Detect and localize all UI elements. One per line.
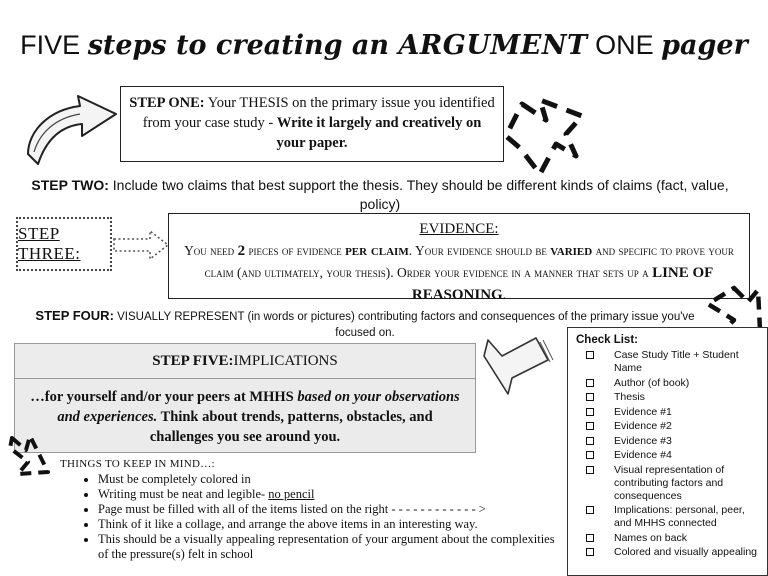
- checklist-item: [576, 406, 761, 419]
- evidence-box: [168, 213, 750, 303]
- checkbox-icon: [586, 437, 594, 445]
- dashed-small-arrow-icon: [4, 432, 56, 480]
- checkbox-icon: [586, 408, 594, 416]
- list-item-text: This should be a visually appealing representation of your argument about the complexities of the pressure(s) felt in school: [98, 532, 555, 561]
- list-item: [98, 517, 560, 532]
- checklist-item: [576, 377, 761, 390]
- evidence-bold-4: LINE OF REASONING: [411, 265, 714, 303]
- checklist-items: [576, 349, 761, 559]
- checklist-item: [576, 435, 761, 448]
- checklist-item-label: Visual representation of contributing factors and consequences: [614, 463, 725, 502]
- step-three-label: STEP THREE:: [18, 224, 81, 263]
- list-item: [98, 487, 560, 502]
- checklist-item-label: Colored and visually appealing: [614, 546, 758, 558]
- checklist-item-label: Thesis: [614, 391, 645, 403]
- keep-in-mind-title: THINGS TO KEEP IN MIND…:: [60, 458, 215, 470]
- list-item-text: Think of it like a collage, and arrange the above items in an interesting way.: [98, 517, 478, 531]
- checklist-item-label: Evidence #2: [614, 420, 672, 432]
- evidence-text-2: pieces of evidence: [245, 243, 346, 258]
- curved-arrow-icon: [20, 92, 120, 172]
- checklist-item-label: Evidence #4: [614, 449, 672, 461]
- list-item-text: Page must be filled with all of the items listed on the right - - - - - - - - - - - - >: [98, 502, 486, 516]
- title-part-argument: ARGUMENT: [398, 30, 588, 61]
- checkbox-icon: [586, 393, 594, 401]
- checklist-title: Check List:: [576, 334, 638, 346]
- keep-in-mind-section: [60, 457, 560, 562]
- evidence-bold-3: varied: [550, 243, 593, 259]
- checkbox-icon: [586, 548, 594, 556]
- list-item: [98, 472, 560, 487]
- step-five-bold-2: Think about trends, patterns, obstacles, and challenges you see around you.: [149, 409, 433, 445]
- evidence-text-4: and specific to prove your claim (and ultimately, your thesis). Order your evidence in a manner that sets up a: [204, 243, 734, 280]
- step-two-text: [20, 176, 740, 214]
- checklist-item-label: Case Study Title + Student Name: [614, 349, 739, 374]
- title-part-one: ONE: [587, 30, 662, 60]
- step-two-body: Include two claims that best support the thesis. They should be different kinds of claims (fact, value, policy): [108, 177, 729, 212]
- step-one-label: STEP ONE:: [129, 95, 205, 111]
- checkbox-icon: [586, 466, 594, 474]
- checklist-item: [576, 449, 761, 462]
- step-one-bold-text: Write it largely and creatively on your paper.: [276, 115, 482, 151]
- evidence-text-5: .: [502, 287, 507, 302]
- checkbox-icon: [586, 451, 594, 459]
- step-one-text: Your THESIS on the primary issue you identified from your case study -: [142, 95, 495, 131]
- checklist-item-label: Evidence #1: [614, 405, 672, 418]
- list-item-text: Writing must be neat and legible-: [98, 487, 269, 501]
- checklist-item: [576, 464, 761, 503]
- no-pencil-text: no pencil: [268, 487, 315, 501]
- dashed-arrow-icon: [500, 96, 590, 180]
- checklist-item: [576, 420, 761, 433]
- evidence-bold-2: per claim: [345, 243, 409, 259]
- checklist-item-label: Names on back: [614, 531, 687, 544]
- checkbox-icon: [586, 534, 594, 542]
- step-two-label: STEP TWO:: [31, 177, 109, 193]
- checklist-item: [576, 391, 761, 404]
- step-five-bold-1: …for yourself and/or your peers at MHHS: [30, 389, 298, 405]
- title-part-steps: steps to creating an: [87, 30, 399, 61]
- evidence-title: EVIDENCE:: [419, 221, 499, 237]
- page-title: [0, 30, 768, 61]
- step-five-body: [15, 379, 475, 455]
- checkbox-icon: [586, 351, 594, 359]
- step-five-label: STEP FIVE:: [152, 352, 234, 369]
- step-five-header: [15, 344, 475, 379]
- checklist-item-label: Author (of book): [614, 376, 690, 389]
- checklist-item: [576, 349, 761, 375]
- checklist-item: [576, 504, 761, 530]
- checkbox-icon: [586, 379, 594, 387]
- checkbox-icon: [586, 506, 594, 514]
- step-three-label-box: [16, 217, 112, 271]
- list-item: [98, 502, 560, 517]
- step-one-box: [120, 86, 504, 162]
- dotted-arrow-icon: [112, 228, 170, 262]
- checklist-item-label: Implications: personal, peer, and MHHS connected: [614, 504, 745, 529]
- checklist-item: [576, 532, 761, 545]
- checklist-item-label: Evidence #3: [614, 434, 672, 447]
- list-item: [98, 532, 560, 562]
- step-five-label-rest: IMPLICATIONS: [233, 352, 338, 369]
- title-part-pager: pager: [661, 30, 748, 61]
- list-item-text: Must be completely colored in: [98, 472, 251, 486]
- step-five-italic: based on your observations and experiences.: [57, 389, 460, 425]
- step-five-box: [14, 343, 476, 453]
- checklist-box: [567, 327, 768, 576]
- evidence-text-1: You need: [184, 243, 238, 258]
- step-four-body: VISUALLY REPRESENT (in words or pictures) contributing factors and consequences of the primary issue you've focused on.: [113, 311, 695, 339]
- evidence-bold-1: 2: [237, 243, 246, 259]
- checkbox-icon: [586, 422, 594, 430]
- step-four-label: STEP FOUR:: [35, 308, 114, 323]
- block-arrow-icon: [478, 332, 558, 400]
- evidence-text-3: . Your evidence should be: [408, 243, 551, 258]
- title-part-five: FIVE: [20, 30, 88, 60]
- checklist-item: [576, 546, 761, 559]
